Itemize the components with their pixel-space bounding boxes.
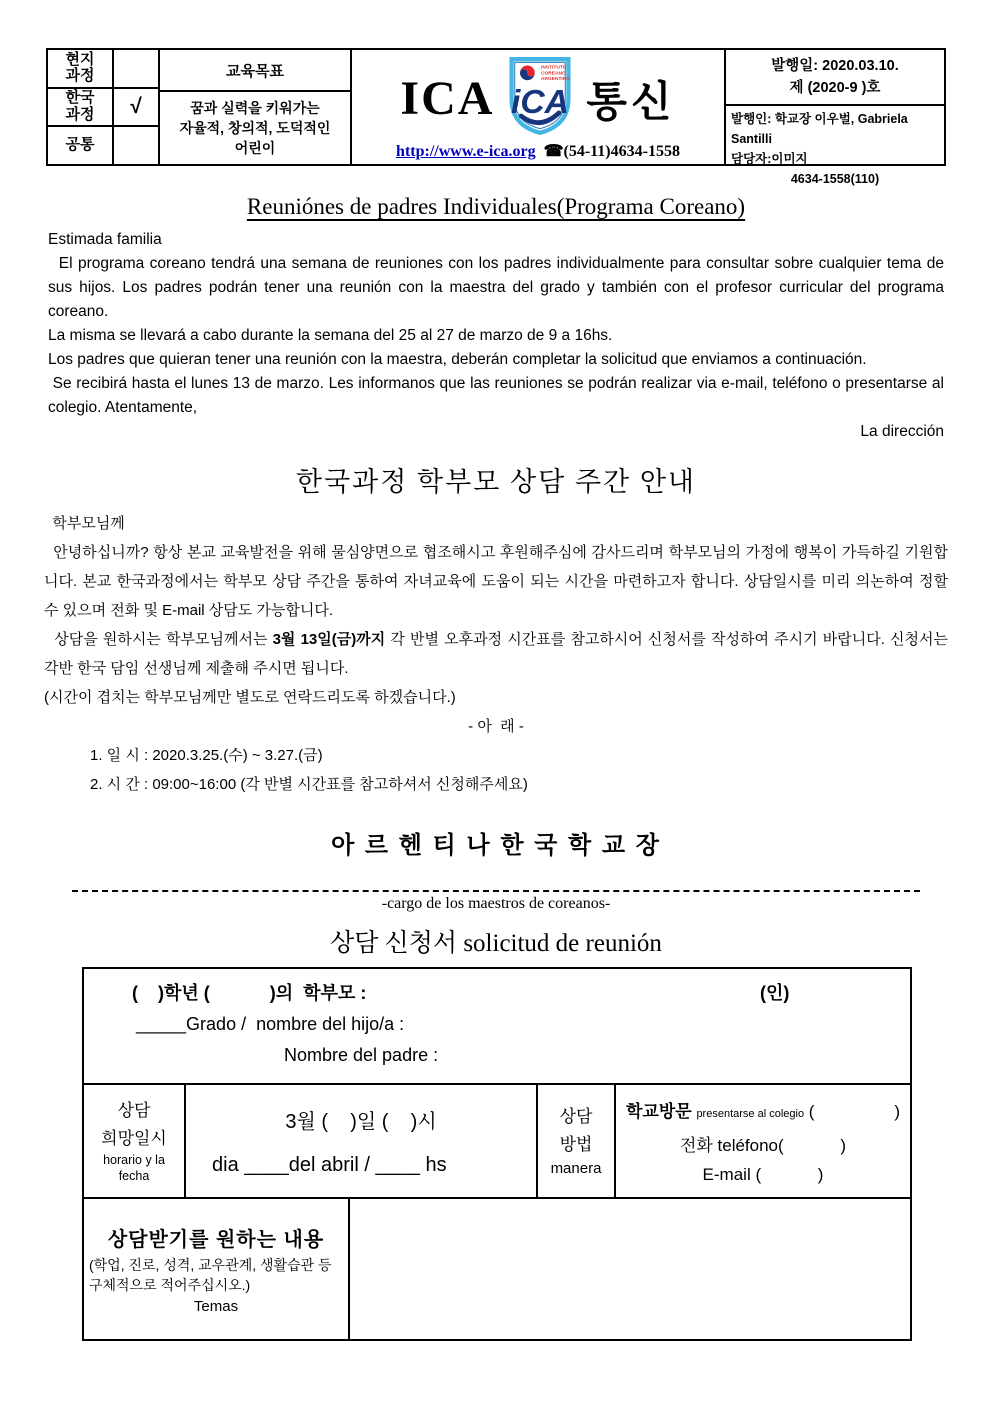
contact-row <box>396 141 680 161</box>
grado-line: _____Grado / nombre del hijo/a : <box>136 1014 405 1034</box>
ko-paragraph: 안녕하십니까? 항상 본교 교육발전을 위해 물심양면으로 협조해시고 후원해주심에 감사드리며 학부모님의 가정에 행복이 가득하길 기원합니다. 본교 한국과정에서는 학부모 상담 주간을 통하여 자녀교육에 도움이 되는 시간을 마련하고자 합니다. 상담일시를 미리 의논하여 정할 수 있으며 전화 및 E-mail 상담도 가능합니다. <box>44 544 953 619</box>
form-title: 상담 신청서 solicitud de reunión <box>330 930 662 957</box>
when-label-es: horario y la <box>103 1153 165 1168</box>
goal-line: 어린이 <box>234 140 276 157</box>
padre-line: Nombre del padre : <box>284 1045 439 1065</box>
issue-info <box>726 50 944 106</box>
brand-cell <box>352 50 726 164</box>
brand-row <box>400 56 675 141</box>
parent-name-line <box>84 978 910 1009</box>
topics-answer-space <box>350 1199 910 1339</box>
manager-line: 담당자:이미지 <box>731 151 808 166</box>
when-label-cell <box>84 1085 186 1197</box>
ica-shield-logo-icon <box>508 56 572 141</box>
request-form-table <box>82 967 912 1341</box>
ko-salutation: 학부모님께 <box>44 515 125 532</box>
es-paragraph: Se recibirá hasta el lunes 13 de marzo. Les informanos que las reuniones se podrán realizar via e-mail, teléfono o presentarse al colegio. Atentamente, <box>48 375 949 416</box>
schedule-item-time: 2. 시 간 : 09:00~16:00 (각 반별 시간표를 참고하셔서 신청해주세요) <box>90 776 528 793</box>
course-label: 과정 <box>65 67 95 85</box>
es-paragraph: La misma se llevará a cabo durante la semana del 25 al 27 de marzo de 9 a 16hs. <box>48 327 613 344</box>
course-check-column <box>114 50 160 164</box>
masthead <box>46 48 946 186</box>
topics-title: 상담받기를 원하는 내용 <box>107 1229 325 1251</box>
issue-number: 제 (2020-9 )호 <box>789 80 881 97</box>
form-identity-row <box>84 969 910 1085</box>
method-phone: 전화 teléfono( ) <box>679 1136 847 1155</box>
below-marker: - 아 래 - <box>468 718 524 735</box>
brand-tongsin-text: 통신 <box>586 77 676 125</box>
topics-label-es: Temas <box>193 1297 239 1315</box>
spanish-notice-body <box>48 228 949 444</box>
when-value-cell <box>186 1085 538 1197</box>
goal-line: 자율적, 창의적, 도덕적인 <box>179 119 331 136</box>
ko-text: 각 반별 오후과정 시간표를 참고하시어 신청서를 작성하여 주시기 바랍니다. 신청서는 각반 한국 담임 선생님께 제출해 주시면 됩니다. <box>44 631 953 677</box>
checkmark-icon: √ <box>130 95 142 119</box>
parent-name-blank: ( )학년 ( )의 학부모 : <box>132 983 367 1003</box>
ko-paragraph <box>44 625 953 683</box>
topics-label-cell <box>84 1199 350 1339</box>
education-goal-cell <box>160 50 352 164</box>
course-label: 공통 <box>65 136 95 154</box>
method-visit-es: presentarse al colegio <box>696 1108 805 1120</box>
es-signature: La dirección <box>860 423 944 440</box>
course-type-column <box>48 50 114 164</box>
publisher-line: 발행인: 학교장 이우벌, Gabriela Santilli <box>731 111 908 146</box>
es-salutation: Estimada familia <box>48 231 162 248</box>
brand-ica-text: ICA <box>400 72 495 125</box>
goal-line: 꿈과 실력을 키워가는 <box>190 99 320 116</box>
method-visit <box>626 1097 900 1122</box>
ko-text: 상담을 원하시는 학부모님께서는 <box>44 631 273 648</box>
check-cell <box>114 127 158 164</box>
phone-number: ☎(54-11)4634-1558 <box>543 143 680 160</box>
manager-phone: 4634-1558(110) <box>790 171 880 186</box>
schedule-item-date: 1. 일 시 : 2020.3.25.(수) ~ 3.27.(금) <box>90 747 323 764</box>
paren-open: ( <box>804 1102 815 1121</box>
method-visit-label <box>626 1097 814 1122</box>
principal-signature: 아 르 헨 티 나 한 국 학 교 장 <box>331 832 661 859</box>
how-label-ko: 방법 <box>559 1135 593 1155</box>
paren-close: ) <box>894 1102 900 1121</box>
course-label: 한국 <box>65 89 95 107</box>
ko-paragraph: (시간이 겹치는 학부모님께만 별도로 연락드리도록 하겠습니다.) <box>44 689 456 706</box>
svg-text:ARGENTINO: ARGENTINO <box>541 77 571 83</box>
education-goal-text <box>160 92 350 164</box>
seal-mark: (인) <box>760 983 790 1003</box>
svg-text:COREANO: COREANO <box>541 71 567 77</box>
es-paragraph: El programa coreano tendrá una semana de reuniones con los padres individualmente para consultar sobre cualquier tema de sus hijos. Los padres podrán tener una reunión con la maestra del grado y también con el profesor curricular del programa coreano. <box>48 255 949 320</box>
how-label-cell <box>538 1085 616 1197</box>
form-schedule-row <box>84 1085 910 1199</box>
course-label: 현지 <box>65 50 95 68</box>
issue-date: 발행일: 2020.03.10. <box>771 58 899 74</box>
es-paragraph: Los padres que quieran tener una reunión con la maestra, deberán completar la solicitud que enviamos a continuación. <box>48 351 867 368</box>
divider-caption: -cargo de los maestros de coreanos- <box>381 895 611 912</box>
website-link[interactable]: http://www.e-ica.org <box>396 143 536 160</box>
education-goal-title: 교육목표 <box>160 50 350 92</box>
when-value-korean: 3월 ( )일 ( )시 <box>285 1111 437 1133</box>
how-label-ko: 상담 <box>559 1107 593 1127</box>
method-visit-ko: 학교방문 <box>626 1102 692 1121</box>
topics-hint: (학업, 진로, 성격, 교우관계, 생활습관 등 구체적으로 적어주십시오.) <box>89 1257 336 1294</box>
course-row-korean <box>48 89 112 128</box>
check-cell <box>114 50 158 89</box>
ko-deadline-bold: 3월 13일(금)까지 <box>272 631 386 648</box>
when-label-ko: 상담 <box>117 1101 151 1121</box>
when-value-spanish: dia ____del abril / ____ hs <box>212 1154 447 1176</box>
form-topics-row <box>84 1199 910 1339</box>
korean-notice-body <box>44 509 953 799</box>
method-options-cell <box>616 1085 910 1197</box>
how-label-es: manera <box>550 1160 602 1178</box>
course-row-local <box>48 50 112 89</box>
korean-notice-title: 한국과정 학부모 상담 주간 안내 <box>295 467 697 497</box>
svg-text:INSTITUTO: INSTITUTO <box>541 65 567 71</box>
publisher-info <box>726 106 944 189</box>
check-cell <box>114 89 158 128</box>
dashed-divider <box>72 890 920 892</box>
when-label-ko: 희망일시 <box>101 1129 167 1149</box>
svg-text:iCA: iCA <box>511 83 570 121</box>
publication-info-cell <box>726 50 944 186</box>
course-row-common <box>48 127 112 164</box>
method-email: E-mail ( ) <box>702 1165 824 1184</box>
course-label: 과정 <box>65 106 95 123</box>
spanish-notice-title: Reuniónes de padres Individuales(Programa Coreano) <box>246 194 746 219</box>
when-label-es: fecha <box>118 1169 150 1184</box>
